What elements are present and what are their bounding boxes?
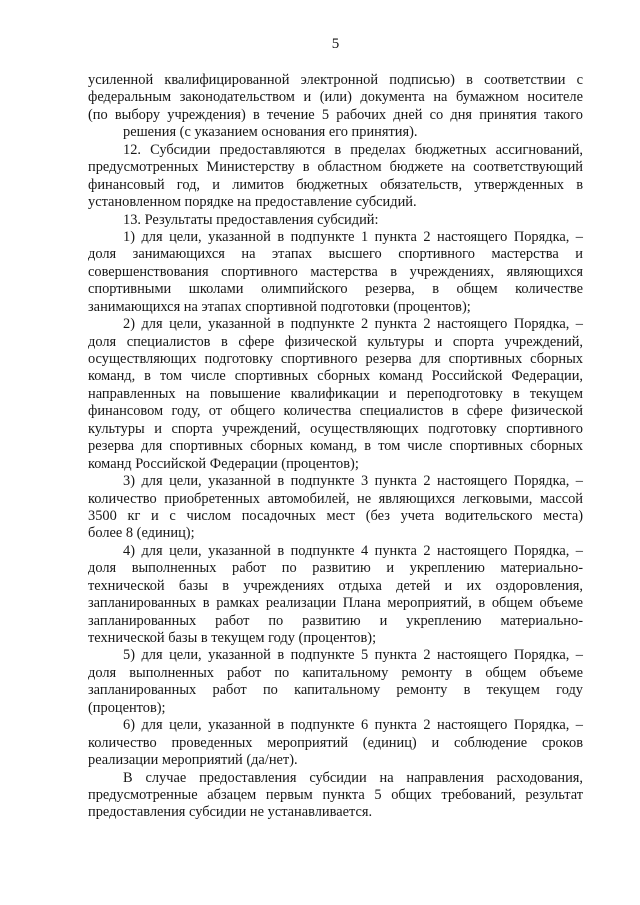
text-line: технической базы в текущем году (процентов); — [88, 630, 377, 646]
page-number: 5 — [331, 36, 340, 52]
subitem-1 — [88, 229, 583, 316]
paragraph-item-13-heading — [88, 212, 583, 229]
text-line: (по выбору учреждения) в течение 5 рабочих дней со дня принятия такого — [88, 106, 583, 123]
text-line: (процентов); — [88, 699, 166, 716]
text-line: федеральным законодательством и (или) документа на бумажном носителе — [88, 89, 583, 106]
paragraph-exception — [88, 770, 583, 822]
text-line: направленных на повышение квалификации и переподготовку в текущем — [88, 385, 583, 402]
text-line: более 8 (единиц); — [88, 525, 195, 542]
document-body — [88, 72, 583, 822]
text-line: финансовом году, от общего количества специалистов в сфере физической — [88, 403, 583, 420]
text-line: финансовый год, и лимитов бюджетных обязательств, утвержденных в — [88, 176, 583, 193]
text-line: 6) для цели, указанной в подпункте 6 пункта 2 настоящего Порядка, – — [123, 717, 583, 734]
text-line: доля выполненных работ по развитию и укреплению материально- — [88, 560, 583, 577]
text-line: усиленной квалифицированной электронной подписью) в соответствии с — [88, 72, 583, 88]
text-line: спортивными школами олимпийского резерва, в общем количестве — [88, 281, 583, 298]
subitem-3 — [88, 473, 583, 543]
subitem-6 — [88, 717, 583, 769]
text-line: доля специалистов в сфере физической культуры и спорта учреждений, — [88, 333, 583, 350]
text-line: доля занимающихся на этапах высшего спортивного мастерства и — [88, 246, 583, 263]
text-line: доля выполненных работ по капитальному ремонту в общем объеме — [88, 664, 583, 681]
text-line: решения (с указанием основания его принятия). — [123, 124, 418, 141]
text-line: запланированных работ по развитию и укреплению материально- — [88, 612, 583, 629]
text-line: занимающихся на этапах спортивной подготовки (процентов); — [88, 298, 471, 315]
text-line: 4) для цели, указанной в подпункте 4 пункта 2 настоящего Порядка, – — [123, 542, 583, 559]
text-line: предусмотренные абзацем первым пункта 5 общих требований, результат — [88, 786, 583, 803]
text-line: запланированных в рамках реализации Плана мероприятий, в общем объеме — [88, 595, 583, 612]
text-line: осуществляющих подготовку спортивного резерва для спортивных сборных — [88, 351, 583, 367]
text-line: культуры и спорта учреждений, осуществляющих подготовку спортивного — [88, 420, 583, 437]
subitem-4 — [88, 543, 583, 648]
text-line: 13. Результаты предоставления субсидий: — [123, 211, 379, 228]
paragraph-continuation — [88, 72, 583, 142]
text-line: технической базы в учреждениях отдыха детей и их оздоровления, — [88, 577, 583, 594]
text-line: совершенствования спортивного мастерства в учреждениях, являющихся — [88, 263, 583, 280]
text-line: 1) для цели, указанной в подпункте 1 пункта 2 настоящего Порядка, – — [123, 228, 583, 245]
text-line: установленном порядке на предоставление субсидий. — [88, 194, 417, 211]
text-line: запланированных работ по капитальному ремонту в текущем году — [88, 682, 583, 699]
text-line: реализации мероприятий (да/нет). — [88, 752, 298, 769]
text-line: резерва для спортивных сборных команд, в том числе спортивных сборных — [88, 438, 583, 455]
text-line: предоставления субсидии не устанавливается. — [88, 804, 373, 821]
text-line: В случае предоставления субсидии на направления расходования, — [123, 769, 583, 786]
text-line: предусмотренных Министерству в областном бюджете на соответствующий — [88, 159, 583, 176]
text-line: 3500 кг и с числом посадочных мест (без учета водительского места) — [88, 507, 583, 524]
text-line: 3) для цели, указанной в подпункте 3 пункта 2 настоящего Порядка, – — [123, 473, 583, 490]
subitem-2 — [88, 316, 583, 473]
text-line: команд Российской Федерации (процентов); — [88, 455, 359, 472]
text-line: 2) для цели, указанной в подпункте 2 пункта 2 настоящего Порядка, – — [123, 316, 583, 333]
subitem-5 — [88, 647, 583, 717]
text-line: 12. Субсидии предоставляются в пределах бюджетных ассигнований, — [123, 141, 583, 158]
text-line: количество проведенных мероприятий (единиц) и соблюдение сроков — [88, 734, 583, 751]
text-line: 5) для цели, указанной в подпункте 5 пункта 2 настоящего Порядка, – — [123, 647, 583, 664]
paragraph-item-12 — [88, 142, 583, 212]
text-line: команд, в том числе спортивных сборных команд Российской Федерации, — [88, 368, 583, 385]
text-line: количество приобретенных автомобилей, не являющихся легковыми, массой — [88, 490, 583, 507]
